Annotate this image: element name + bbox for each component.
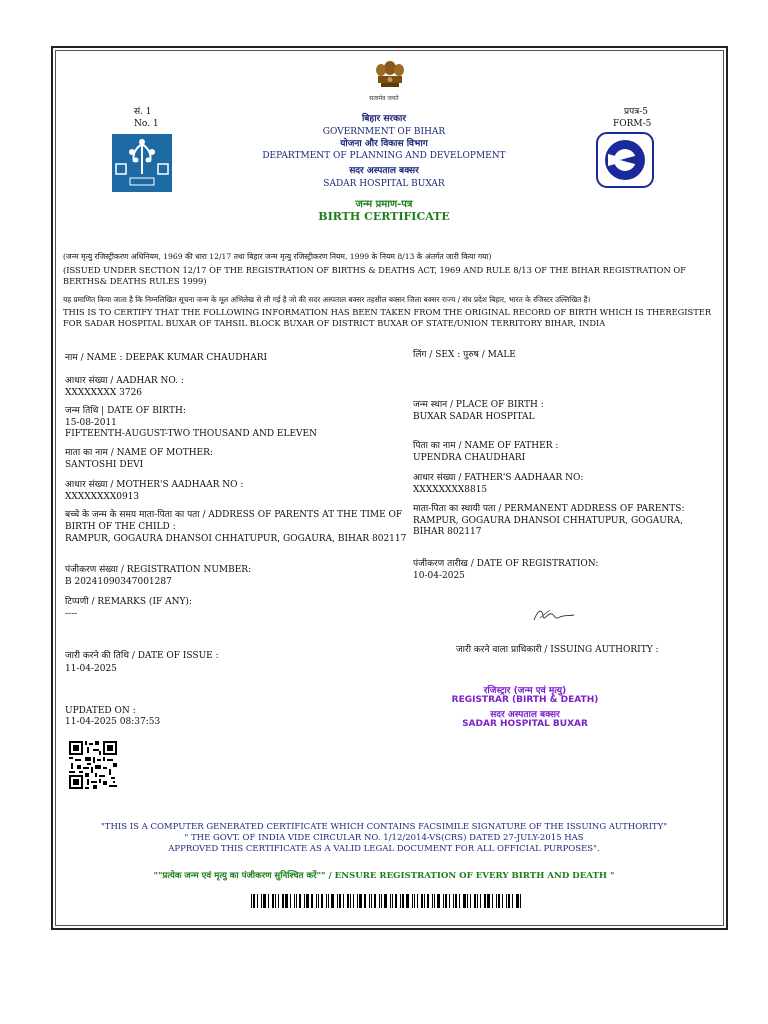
barcode-bar: [520, 894, 521, 908]
emblem-caption: सत्यमेव जयते: [369, 95, 399, 102]
barcode-bar: [470, 894, 471, 908]
barcode-bar: [498, 894, 500, 908]
barcode-bar: [326, 894, 327, 908]
barcode-bar: [459, 894, 460, 908]
registrar-signature: [530, 604, 578, 626]
barcode-bar: [357, 894, 358, 908]
barcode-bar: [379, 894, 380, 908]
barcode-bar: [331, 894, 334, 908]
computer-generated-note-3: APPROVED THIS CERTIFICATE AS A VALID LEGAL DOCUMENT FOR ALL OFFICIAL PURPOSES".: [168, 844, 600, 854]
barcode-bar: [311, 894, 313, 908]
barcode-bar: [424, 894, 425, 908]
computer-generated-note-1: "THIS IS A COMPUTER GENERATED CERTIFICATE WHICH CONTAINS FACSIMILE SIGNATURE OF THE ISSUING AUTHORITY": [100, 822, 668, 832]
qr-code: [69, 741, 117, 789]
parents-address-value: RAMPUR, GOGAURA DHANSOI CHHATUPUR, GOGAURA, BIHAR 802117: [65, 534, 407, 544]
updated-on-value: 11-04-2025 08:37:53: [65, 717, 161, 727]
national-emblem: [372, 58, 408, 92]
barcode-bar: [374, 894, 376, 908]
barcode-bar: [306, 894, 309, 908]
dob-words: FIFTEENTH-AUGUST-TWO THOUSAND AND ELEVEN: [65, 429, 317, 439]
barcode-bar: [294, 894, 295, 908]
registration-slogan: ""प्रत्येक जन्म एवं मृत्यु का पंजीकरण सुनिश्चित करें"" / ENSURE REGISTRATION OF EVERY BIRTH AND DEATH ": [153, 871, 615, 881]
govt-title-hi: बिहार सरकार: [361, 114, 407, 124]
barcode-bar: [432, 894, 433, 908]
barcode-bar: [506, 894, 507, 908]
father-name-value: UPENDRA CHAUDHARI: [413, 453, 526, 463]
child-name: नाम / NAME : DEEPAK KUMAR CHAUDHARI: [65, 353, 268, 363]
barcode-bar: [321, 894, 323, 908]
barcode-bar: [296, 894, 297, 908]
certificate-title-hi: जन्म प्रमाण-पत्र: [355, 199, 413, 210]
barcode-bar: [268, 894, 269, 908]
barcode-bar: [263, 894, 266, 908]
hospital-title-en: SADAR HOSPITAL BUXAR: [323, 179, 445, 189]
registrar-title-en: REGISTRAR (BIRTH & DEATH): [451, 695, 599, 705]
barcode-bar: [445, 894, 447, 908]
mother-aadhaar-value: XXXXXXXX0913: [65, 492, 140, 502]
barcode-bar: [337, 894, 338, 908]
form-number-hi: प्रपत्र-5: [624, 107, 648, 117]
barcode-bar: [417, 894, 418, 908]
form-number-en: FORM-5: [613, 119, 652, 129]
barcode-bar: [421, 894, 423, 908]
barcode-bar: [434, 894, 435, 908]
barcode-bar: [347, 894, 349, 908]
barcode-bar: [496, 894, 497, 908]
dob-value: 15-08-2011: [65, 418, 117, 428]
barcode-bar: [480, 894, 481, 908]
parents-address-label-1: बच्चे के जन्म के समय माता-पिता का पता / ADDRESS OF PARENTS AT THE TIME OF: [65, 510, 403, 520]
barcode-bar: [369, 894, 370, 908]
registrar-hospital-en: SADAR HOSPITAL BUXAR: [462, 719, 588, 729]
barcode-bar: [512, 894, 513, 908]
hospital-title-hi: सदर अस्पताल बक्सर: [349, 166, 419, 176]
barcode-bar: [484, 894, 486, 908]
barcode-bar: [299, 894, 301, 908]
barcode-bar: [257, 894, 258, 908]
registration-number-value: B 20241090347001287: [65, 577, 172, 587]
issued-under-hi: (जन्म मृत्यु रजिस्ट्रीकरण अधिनियम, 1969 की धारा 12/17 तथा बिहार जन्म मृत्यु रजिस्ट्रीकरण नियम, 1999 के नियम 8/13 के अंतर्गत जारी किया गया): [63, 252, 492, 261]
barcode-bar: [290, 894, 291, 908]
aadhar-label: आधार संख्या / AADHAR NO. :: [65, 376, 184, 386]
certify-statement-en-2: FOR SADAR HOSPITAL BUXAR OF TAHSIL BLOCK BUXAR OF DISTRICT BUXAR OF STATE/UNION TERRITORY BIHAR, INDIA: [63, 318, 606, 328]
registration-date-label: पंजीकरण तारीख / DATE OF REGISTRATION:: [413, 559, 599, 569]
serial-number-hi: सं. 1: [134, 107, 152, 117]
barcode-bar: [318, 894, 319, 908]
barcode-bar: [400, 894, 401, 908]
barcode-bar: [508, 894, 510, 908]
barcode-bar: [253, 894, 255, 908]
barcode-bar: [487, 894, 490, 908]
barcode-bar: [316, 894, 317, 908]
father-aadhaar-label: आधार संख्या / FATHER'S AADHAAR NO:: [413, 473, 584, 483]
issue-date-label: जारी करने की तिथि / DATE OF ISSUE :: [65, 651, 219, 661]
barcode-bar: [402, 894, 404, 908]
barcode-bar: [453, 894, 454, 908]
dept-title-hi: योजना और विकास विभाग: [340, 139, 428, 149]
mother-name-label: माता का नाम / NAME OF MOTHER:: [65, 448, 213, 458]
barcode-bar: [285, 894, 288, 908]
parents-address-label-2: BIRTH OF THE CHILD :: [65, 522, 176, 532]
mother-name-value: SANTOSHI DEVI: [65, 460, 144, 470]
barcode-bar: [414, 894, 415, 908]
certify-statement-hi: यह प्रमाणित किया जाता है कि निम्नलिखित सूचना जन्म के मूल अभिलेख से ली गई है जो की सदर अस्पताल बक्सर तहसील बक्सर जिला बक्सर राज्य / संघ प्रदेश बिहार, भारत के रजिस्टर उल्लिखित हैं।: [63, 295, 591, 304]
permanent-address-value-1: RAMPUR, GOGAURA DHANSOI CHHATUPUR, GOGAURA,: [413, 516, 683, 526]
certificate-title-en: BIRTH CERTIFICATE: [318, 210, 450, 223]
dob-label: जन्म तिथि | DATE OF BIRTH:: [65, 406, 186, 416]
remarks-value: ----: [65, 609, 78, 619]
barcode-bar: [492, 894, 493, 908]
mother-aadhaar-label: आधार संख्या / MOTHER'S AADHAAR NO :: [65, 480, 244, 490]
barcode-bar: [502, 894, 503, 908]
barcode-bar: [304, 894, 305, 908]
barcode-bar: [392, 894, 393, 908]
issue-date-value: 11-04-2025: [65, 664, 117, 674]
registration-date-value: 10-04-2025: [413, 571, 465, 581]
barcode-bar: [384, 894, 387, 908]
barcode-bar: [437, 894, 440, 908]
barcode-bar: [443, 894, 444, 908]
barcode-bar: [339, 894, 341, 908]
barcode-bar: [474, 894, 476, 908]
barcode-bar: [449, 894, 450, 908]
barcode-bar: [328, 894, 329, 908]
barcode-bar: [364, 894, 366, 908]
permanent-address-value-2: BIHAR 802117: [413, 527, 482, 537]
updated-on-label: UPDATED ON :: [65, 706, 136, 716]
barcode-bar: [282, 894, 284, 908]
barcode-bar: [350, 894, 351, 908]
place-of-birth-value: BUXAR SADAR HOSPITAL: [413, 412, 535, 422]
father-name-label: पिता का नाम / NAME OF FATHER :: [413, 441, 559, 451]
aadhar-value: XXXXXXXX 3726: [65, 388, 143, 398]
barcode: [251, 894, 521, 908]
barcode-bar: [406, 894, 409, 908]
barcode-bar: [343, 894, 344, 908]
barcode-bar: [371, 894, 372, 908]
certify-statement-en-1: THIS IS TO CERTIFY THAT THE FOLLOWING INFORMATION HAS BEEN TAKEN FROM THE ORIGINAL RECORD OF BIRTH WHICH IS THEREGISTER: [63, 307, 712, 317]
computer-generated-note-2: " THE GOVT. OF INDIA VIDE CIRCULAR NO. 1/12/2014-VS(CRS) DATED 27-JULY-2015 HAS: [184, 833, 584, 843]
issued-under-en-2: BERTHS& DEATHS RULES 1999): [63, 276, 207, 286]
barcode-bar: [427, 894, 429, 908]
barcode-bar: [516, 894, 519, 908]
permanent-address-label: माता-पिता का स्थायी पता / PERMANENT ADDRESS OF PARENTS:: [413, 504, 685, 514]
remarks-label: टिप्पणी / REMARKS (IF ANY):: [65, 597, 192, 607]
barcode-bar: [359, 894, 362, 908]
registration-number-label: पंजीकरण संख्या / REGISTRATION NUMBER:: [65, 565, 252, 575]
registrar-hospital-hi: सदर अस्पताल बक्सर: [490, 710, 560, 720]
dept-title-en: DEPARTMENT OF PLANNING AND DEVELOPMENT: [262, 151, 506, 161]
serial-number-en: No. 1: [134, 119, 159, 129]
barcode-bar: [275, 894, 276, 908]
barcode-bar: [381, 894, 382, 908]
barcode-bar: [467, 894, 468, 908]
registrar-title-hi: रजिस्ट्रार (जन्म एवं मृत्यु): [483, 686, 567, 696]
barcode-bar: [395, 894, 397, 908]
sex: लिंग / SEX : पुरुष / MALE: [413, 350, 516, 360]
place-of-birth-label: जन्म स्थान / PLACE OF BIRTH :: [413, 400, 544, 410]
barcode-bar: [390, 894, 391, 908]
barcode-bar: [353, 894, 354, 908]
issued-under-en-1: (ISSUED UNDER SECTION 12/17 OF THE REGISTRATION OF BIRTHS & DEATHS ACT, 1969 AND RULE 8/13 OF THE BIHAR REGISTRATION OF: [63, 265, 686, 275]
father-aadhaar-value: XXXXXXXX8815: [413, 485, 488, 495]
barcode-bar: [455, 894, 457, 908]
issuing-authority-label: जारी करने वाला प्राधिकारी / ISSUING AUTHORITY :: [456, 645, 659, 655]
barcode-bar: [463, 894, 466, 908]
barcode-bar: [251, 894, 252, 908]
barcode-bar: [272, 894, 274, 908]
barcode-bar: [477, 894, 478, 908]
govt-title-en: GOVERNMENT OF BIHAR: [322, 127, 446, 137]
barcode-bar: [261, 894, 262, 908]
barcode-bar: [412, 894, 413, 908]
barcode-bar: [278, 894, 279, 908]
